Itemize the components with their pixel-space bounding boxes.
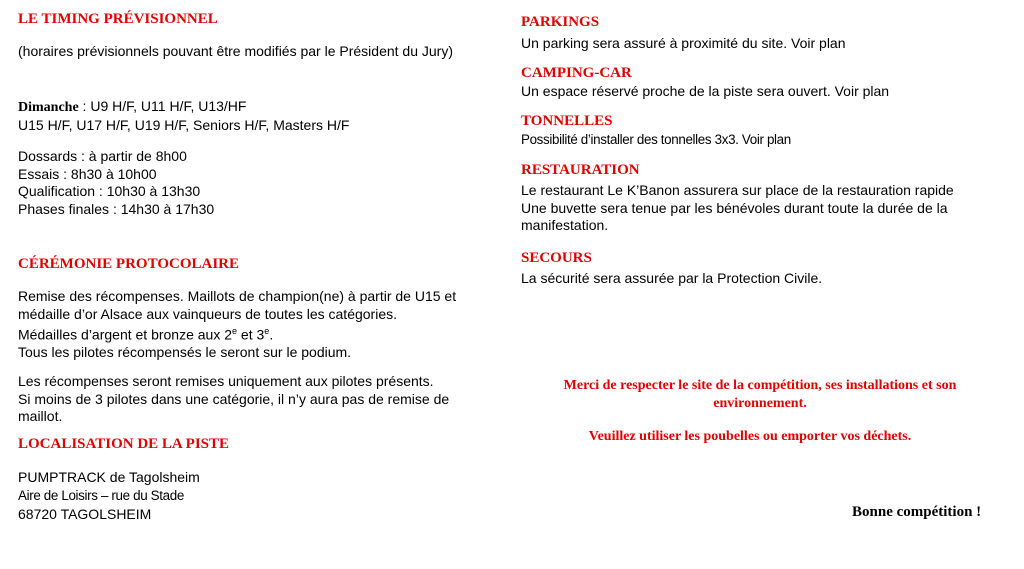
camping-text: Un espace réservé proche de la piste sera ouvert. Voir plan <box>521 83 890 99</box>
sunday-line-1: : U9 H/F, U11 H/F, U13/HF <box>78 98 247 114</box>
respect-line-1: Merci de respecter le site de la compétition, ses installations et son <box>563 378 957 393</box>
location-heading: LOCALISATION DE LA PISTE <box>18 436 230 452</box>
secours-text: La sécurité sera assurée par la Protection Civile. <box>521 270 823 286</box>
schedule-item: Qualification : 10h30 à 13h30 <box>18 183 201 200</box>
sunday-label: Dimanche <box>18 100 79 115</box>
sunday-line-2: U15 H/F, U17 H/F, U19 H/F, Seniors H/F, Masters H/F <box>18 116 350 133</box>
timing-heading: LE TIMING PRÉVISIONNEL <box>18 11 218 27</box>
ceremony-paragraph-1 <box>18 288 456 362</box>
restauration-line: Le restaurant Le K’Banon assurera sur place de la restauration rapide <box>521 182 954 198</box>
closing-message: Bonne compétition ! <box>852 504 982 520</box>
trash-notice: Veuillez utiliser les poubelles ou emporter vos déchets. <box>588 429 912 444</box>
schedule-item: Phases finales : 14h30 à 17h30 <box>18 200 215 217</box>
ceremony-podium-line: Tous les pilotes récompensés le seront sur le podium. <box>18 344 352 361</box>
schedule-list <box>18 148 214 218</box>
ceremony-paragraph-2 <box>18 373 449 426</box>
tonnelles-text: Possibilité d’installer des tonnelles 3x3. Voir plan <box>521 132 791 147</box>
location-name: PUMPTRACK de Tagolsheim <box>18 469 200 485</box>
respect-notice <box>510 377 1010 413</box>
ceremony-line: médaille d’or Alsace aux vainqueurs de toutes les catégories. <box>18 305 397 322</box>
restauration-line: manifestation. <box>521 217 609 234</box>
ceremony-heading: CÉRÉMONIE PROTOCOLAIRE <box>18 256 240 272</box>
parkings-heading: PARKINGS <box>521 14 600 30</box>
schedule-item: Essais : 8h30 à 10h00 <box>18 165 157 182</box>
timing-note: (horaires prévisionnels pouvant être modifiés par le Président du Jury) <box>18 43 453 59</box>
restauration-heading: RESTAURATION <box>521 162 640 178</box>
ceremony-medals-line: Médailles d’argent et bronze aux 2e et 3e. <box>18 326 274 343</box>
location-city: 68720 TAGOLSHEIM <box>18 506 152 522</box>
sunday-categories <box>18 98 349 134</box>
parkings-text: Un parking sera assuré à proximité du site. Voir plan <box>521 35 846 51</box>
schedule-item: Dossards : à partir de 8h00 <box>18 148 187 164</box>
restauration-line: Une buvette sera tenue par les bénévoles durant toute la durée de la <box>521 199 948 216</box>
tonnelles-heading: TONNELLES <box>521 113 613 129</box>
ceremony-line: Remise des récompenses. Maillots de champion(ne) à partir de U15 et <box>18 288 457 304</box>
ceremony-line: maillot. <box>18 408 63 425</box>
restauration-text <box>521 182 954 235</box>
location-street: Aire de Loisirs – rue du Stade <box>18 487 184 503</box>
ceremony-line: Les récompenses seront remises uniquement aux pilotes présents. <box>18 373 434 389</box>
ceremony-line: Si moins de 3 pilotes dans une catégorie, il n’y aura pas de remise de <box>18 390 450 407</box>
location-address <box>18 468 200 524</box>
secours-heading: SECOURS <box>521 250 592 266</box>
respect-line-2: environnement. <box>713 396 807 411</box>
camping-heading: CAMPING-CAR <box>521 65 632 81</box>
